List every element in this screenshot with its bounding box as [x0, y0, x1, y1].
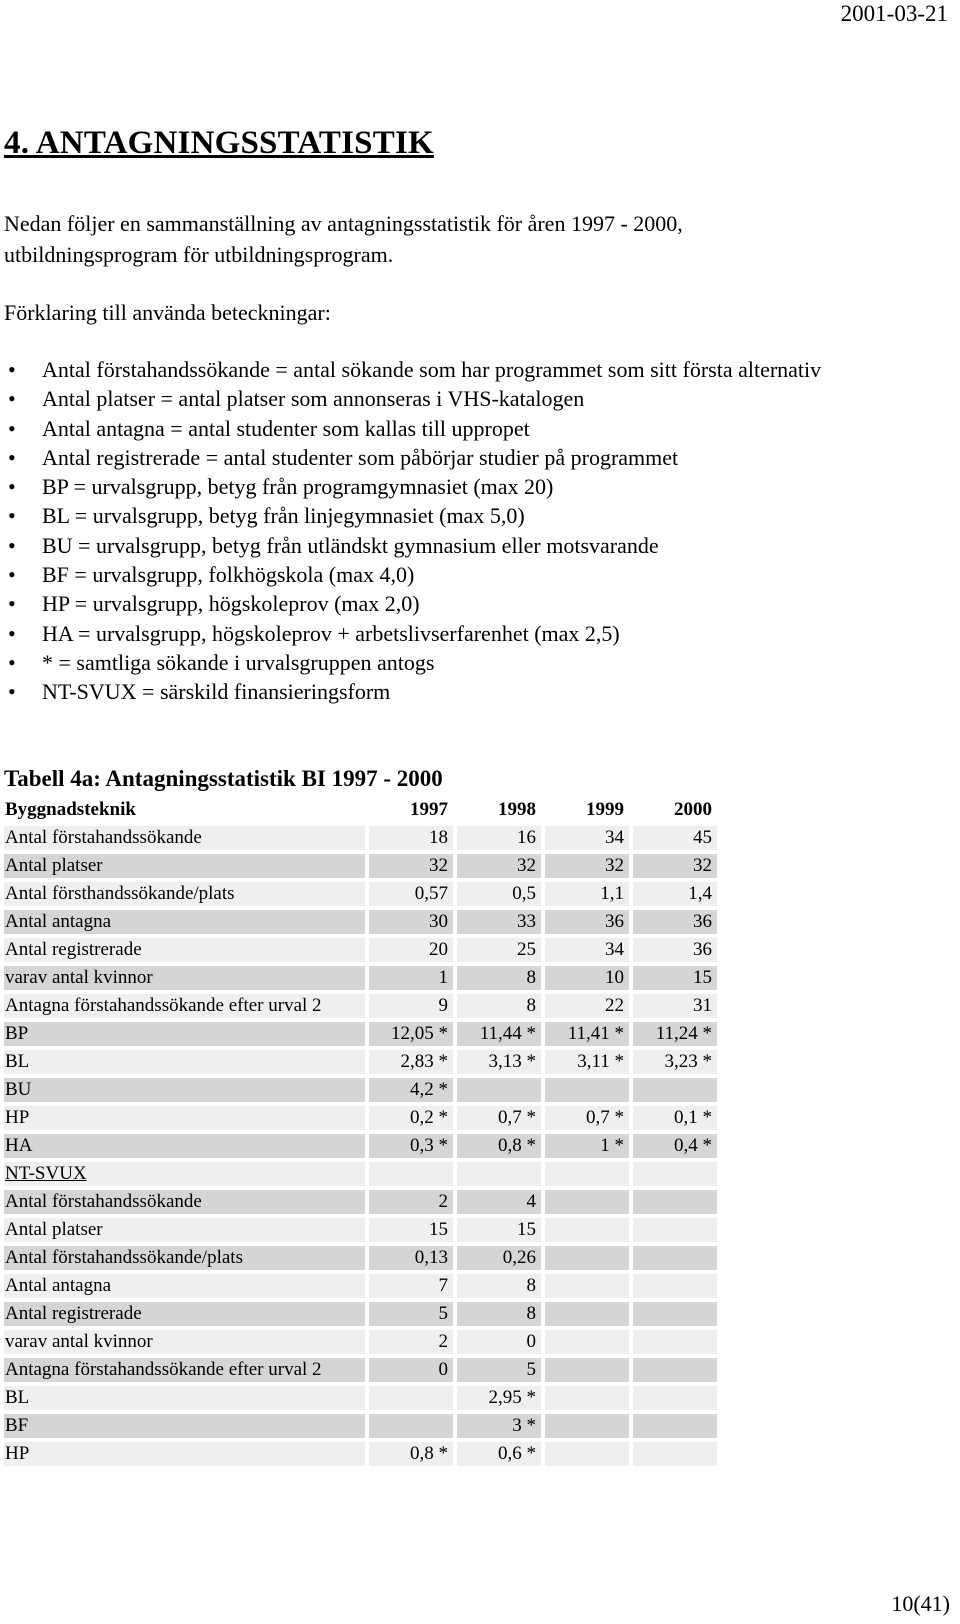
value-cell	[633, 1358, 717, 1382]
value-cell: 36	[633, 910, 717, 934]
table-row	[4, 826, 717, 850]
row-label: Antal registrerade	[4, 938, 365, 962]
value-cell: 34	[545, 938, 629, 962]
value-cell: 11,44 *	[457, 1022, 541, 1046]
document-date: 2001-03-21	[840, 1, 948, 26]
value-cell: 0,8 *	[369, 1442, 453, 1466]
value-cell: 20	[369, 938, 453, 962]
value-cell: 4,2 *	[369, 1078, 453, 1102]
value-cell: 32	[457, 854, 541, 878]
value-cell: 2000	[674, 799, 712, 820]
value-cell: 4	[457, 1190, 541, 1214]
value-cell: 0,6 *	[457, 1442, 541, 1466]
legend-title: Förklaring till använda beteckningar:	[4, 300, 331, 325]
value-cell	[457, 1078, 541, 1102]
value-cell: 3 *	[457, 1414, 541, 1438]
legend-item	[4, 355, 821, 384]
value-cell: 8	[457, 1302, 541, 1326]
row-label: Byggnadsteknik	[5, 799, 136, 820]
value-cell: 7	[369, 1274, 453, 1298]
legend-item-text: BU = urvalsgrupp, betyg från utländskt gymnasium eller motsvarande	[42, 532, 659, 558]
legend-item	[4, 472, 821, 501]
value-cell: 0,7 *	[545, 1106, 629, 1130]
table-row	[4, 1022, 717, 1046]
value-cell: 8	[457, 994, 541, 1018]
row-label: BF	[4, 1414, 365, 1438]
table-row	[4, 1358, 717, 1382]
value-cell	[545, 1302, 629, 1326]
value-cell: 2	[369, 1190, 453, 1214]
row-label: BL	[4, 1050, 365, 1074]
row-label: Antal förstahandssökande	[4, 1190, 365, 1214]
value-cell: 0,1 *	[633, 1106, 717, 1130]
row-label: HP	[4, 1106, 365, 1130]
bullet-icon: •	[8, 591, 16, 617]
table-caption: Tabell 4a: Antagningsstatistik BI 1997 - 2000	[4, 766, 443, 791]
bullet-icon: •	[8, 679, 16, 705]
value-cell: 1	[369, 966, 453, 990]
table-row	[4, 994, 717, 1018]
value-cell	[545, 1274, 629, 1298]
value-cell	[545, 1190, 629, 1214]
table-row	[4, 1302, 717, 1326]
value-cell: 45	[633, 826, 717, 850]
bullet-icon: •	[8, 649, 16, 675]
legend-item-text: Antal antagna = antal studenter som kallas till uppropet	[42, 415, 530, 441]
value-cell: 0,26	[457, 1246, 541, 1270]
bullet-icon: •	[8, 532, 16, 558]
legend-item	[4, 501, 821, 530]
section-heading: 4. ANTAGNINGSSTATISTIK	[4, 125, 434, 161]
value-cell: 12,05 *	[369, 1022, 453, 1046]
value-cell: 18	[369, 826, 453, 850]
value-cell	[545, 1386, 629, 1410]
bullet-icon: •	[8, 357, 16, 382]
table-row	[4, 1106, 717, 1130]
intro-paragraph	[4, 208, 904, 270]
value-cell	[545, 1442, 629, 1466]
value-cell	[633, 1078, 717, 1102]
value-cell	[369, 1162, 453, 1186]
page-number: 10(41)	[891, 1591, 950, 1616]
legend-item-text: Antal platser = antal platser som annonseras i VHS-katalogen	[42, 386, 585, 412]
value-cell: 1997	[410, 799, 448, 820]
value-cell	[545, 1218, 629, 1242]
value-cell: 34	[545, 826, 629, 850]
value-cell: 1998	[498, 799, 536, 820]
legend-item-text: HP = urvalsgrupp, högskoleprov (max 2,0)	[42, 591, 420, 617]
value-cell: 33	[457, 910, 541, 934]
value-cell: 31	[633, 994, 717, 1018]
legend-list	[4, 355, 821, 707]
bullet-icon: •	[8, 562, 16, 588]
row-label: Antagna förstahandssökande efter urval 2	[4, 1358, 365, 1382]
table-row	[4, 938, 717, 962]
bullet-icon: •	[8, 386, 16, 412]
legend-item	[4, 531, 821, 560]
value-cell	[633, 1302, 717, 1326]
table-row	[4, 1162, 717, 1186]
row-label: HA	[4, 1134, 365, 1158]
table-row	[4, 1134, 717, 1158]
value-cell: 0,4 *	[633, 1134, 717, 1158]
table-row	[4, 910, 717, 934]
value-cell	[545, 1078, 629, 1102]
value-cell: 16	[457, 826, 541, 850]
value-cell: 15	[457, 1218, 541, 1242]
value-cell	[369, 1386, 453, 1410]
value-cell: 15	[633, 966, 717, 990]
value-cell: 30	[369, 910, 453, 934]
table-row	[4, 1274, 717, 1298]
value-cell: 0	[369, 1358, 453, 1382]
row-label: Antal registrerade	[4, 1302, 365, 1326]
bullet-icon: •	[8, 444, 16, 470]
bullet-icon: •	[8, 620, 16, 646]
legend-item	[4, 619, 821, 648]
value-cell	[545, 1414, 629, 1438]
legend-item	[4, 560, 821, 589]
table-row	[4, 1246, 717, 1270]
value-cell: 0,13	[369, 1246, 453, 1270]
value-cell	[633, 1246, 717, 1270]
legend-item	[4, 677, 821, 706]
row-label: Antal platser	[4, 1218, 365, 1242]
table-row	[4, 1330, 717, 1354]
value-cell: 0,3 *	[369, 1134, 453, 1158]
value-cell	[633, 1218, 717, 1242]
legend-item	[4, 443, 821, 472]
legend-item	[4, 648, 821, 677]
row-label: BL	[4, 1386, 365, 1410]
value-cell: 0,2 *	[369, 1106, 453, 1130]
value-cell	[633, 1274, 717, 1298]
value-cell: 10	[545, 966, 629, 990]
value-cell: 2,83 *	[369, 1050, 453, 1074]
legend-item-text: NT-SVUX = särskild finansieringsform	[42, 679, 391, 705]
value-cell: 2,95 *	[457, 1386, 541, 1410]
legend-item-text: Antal förstahandssökande = antal sökande som har programmet som sitt första alternativ	[42, 357, 822, 382]
value-cell	[633, 1190, 717, 1214]
row-label: Antal antagna	[4, 910, 365, 934]
table-header-row	[4, 798, 717, 822]
table-row	[4, 1442, 717, 1466]
row-label: Antal förstahandssökande/plats	[4, 1246, 365, 1270]
value-cell	[545, 1358, 629, 1382]
row-label: BP	[4, 1022, 365, 1046]
value-cell: 36	[545, 910, 629, 934]
row-label: Antal förstahandssökande	[4, 826, 365, 850]
legend-item-text: HA = urvalsgrupp, högskoleprov + arbetslivserfarenhet (max 2,5)	[42, 620, 620, 646]
value-cell	[633, 1414, 717, 1438]
bullet-icon: •	[8, 503, 16, 529]
value-cell: 1,4	[633, 882, 717, 906]
legend-item	[4, 384, 821, 413]
table-row	[4, 1414, 717, 1438]
value-cell: 0,5	[457, 882, 541, 906]
value-cell	[369, 1414, 453, 1438]
value-cell: 3,23 *	[633, 1050, 717, 1074]
legend-item-text: * = samtliga sökande i urvalsgruppen antogs	[42, 649, 435, 675]
value-cell: 8	[457, 966, 541, 990]
value-cell: 5	[369, 1302, 453, 1326]
value-cell	[633, 1162, 717, 1186]
value-cell: 25	[457, 938, 541, 962]
value-cell: 3,11 *	[545, 1050, 629, 1074]
row-label: Antal försthandssökande/plats	[4, 882, 365, 906]
legend-item-text: BP = urvalsgrupp, betyg från programgymnasiet (max 20)	[42, 474, 554, 500]
value-cell: 32	[633, 854, 717, 878]
table-row	[4, 1386, 717, 1410]
value-cell: 0,8 *	[457, 1134, 541, 1158]
value-cell: 11,24 *	[633, 1022, 717, 1046]
table-row	[4, 1218, 717, 1242]
intro-line-2: utbildningsprogram för utbildningsprogram.	[4, 242, 394, 267]
row-label: HP	[4, 1442, 365, 1466]
row-label: Antagna förstahandssökande efter urval 2	[4, 994, 365, 1018]
table-row	[4, 1190, 717, 1214]
value-cell	[545, 1162, 629, 1186]
value-cell: 1 *	[545, 1134, 629, 1158]
value-cell	[633, 1330, 717, 1354]
value-cell	[457, 1162, 541, 1186]
value-cell: 5	[457, 1358, 541, 1382]
value-cell: 36	[633, 938, 717, 962]
value-cell: 0,57	[369, 882, 453, 906]
row-label: varav antal kvinnor	[4, 1330, 365, 1354]
value-cell: 11,41 *	[545, 1022, 629, 1046]
legend-item-text: Antal registrerade = antal studenter som påbörjar studier på programmet	[42, 444, 679, 470]
row-label: NT-SVUX	[4, 1162, 365, 1186]
value-cell: 1999	[586, 799, 624, 820]
value-cell	[633, 1442, 717, 1466]
value-cell: 1,1	[545, 882, 629, 906]
table-row	[4, 1050, 717, 1074]
row-label: Antal platser	[4, 854, 365, 878]
legend-item-text: BL = urvalsgrupp, betyg från linjegymnasiet (max 5,0)	[42, 503, 525, 529]
value-cell: 0	[457, 1330, 541, 1354]
bullet-icon: •	[8, 415, 16, 441]
legend-item	[4, 589, 821, 618]
value-cell: 9	[369, 994, 453, 1018]
row-label: Antal antagna	[4, 1274, 365, 1298]
table-row	[4, 1078, 717, 1102]
value-cell	[545, 1246, 629, 1270]
legend-item-text: BF = urvalsgrupp, folkhögskola (max 4,0)	[42, 562, 415, 588]
value-cell: 8	[457, 1274, 541, 1298]
admission-statistics-table	[4, 794, 717, 1470]
table-row	[4, 966, 717, 990]
value-cell	[633, 1386, 717, 1410]
value-cell: 32	[369, 854, 453, 878]
intro-line-1: Nedan följer en sammanställning av antagningsstatistik för åren 1997 - 2000,	[4, 211, 683, 236]
value-cell: 15	[369, 1218, 453, 1242]
row-label: varav antal kvinnor	[4, 966, 365, 990]
value-cell	[545, 1330, 629, 1354]
value-cell: 3,13 *	[457, 1050, 541, 1074]
value-cell: 22	[545, 994, 629, 1018]
table-row	[4, 882, 717, 906]
bullet-icon: •	[8, 474, 16, 500]
table-row	[4, 854, 717, 878]
row-label: BU	[4, 1078, 365, 1102]
value-cell: 2	[369, 1330, 453, 1354]
value-cell: 32	[545, 854, 629, 878]
value-cell: 0,7 *	[457, 1106, 541, 1130]
legend-item	[4, 414, 821, 443]
